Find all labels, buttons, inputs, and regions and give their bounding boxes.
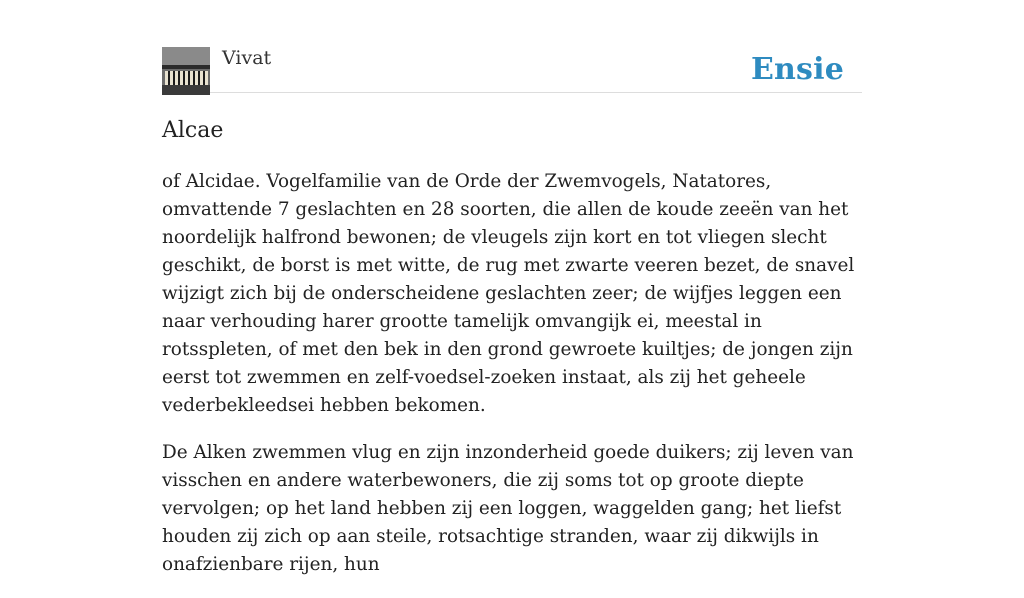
page [162, 0, 862, 575]
article-title: Alcae [162, 118, 224, 143]
author-name[interactable]: Vivat [222, 47, 272, 69]
header [162, 46, 862, 93]
typewriter-avatar-icon[interactable] [162, 47, 210, 95]
brand-logo[interactable]: Ensie [750, 52, 844, 87]
article-paragraph: of Alcidae. Vogelfamilie van de Orde der Zwemvogels, Natatores, omvattende 7 geslachten en 28 soorten, die allen de koude zeeën van het noordelijk halfrond bewonen; de vleugels zijn kort en tot vliegen slecht geschikt, de borst is met witte, de rug met zwarte veeren bezet, de snavel wijzigt zich bij de onderscheidene geslachten zeer; de wijfjes leggen een naar verhouding harer grootte tamelijk omvangijk ei, meestal in rotsspleten, of met den bek in den grond gewroete kuiltjes; de jongen zijn eerst tot zwemmen en zelf-voedsel-zoeken instaat, als zij het geheele vederbekleedsei hebben bekomen. [162, 171, 855, 416]
article-body [162, 168, 862, 598]
article-paragraph: De Alken zwemmen vlug en zijn inzonderheid goede duikers; zij leven van visschen en andere waterbewoners, die zij soms tot op groote diepte vervolgen; op het land hebben zij een loggen, waggelden gang; het liefst houden zij zich op aan steile, rotsachtige stranden, waar zij dikwijls in onafzienbare rijen, hun [162, 442, 854, 575]
avatar-image [162, 47, 210, 95]
